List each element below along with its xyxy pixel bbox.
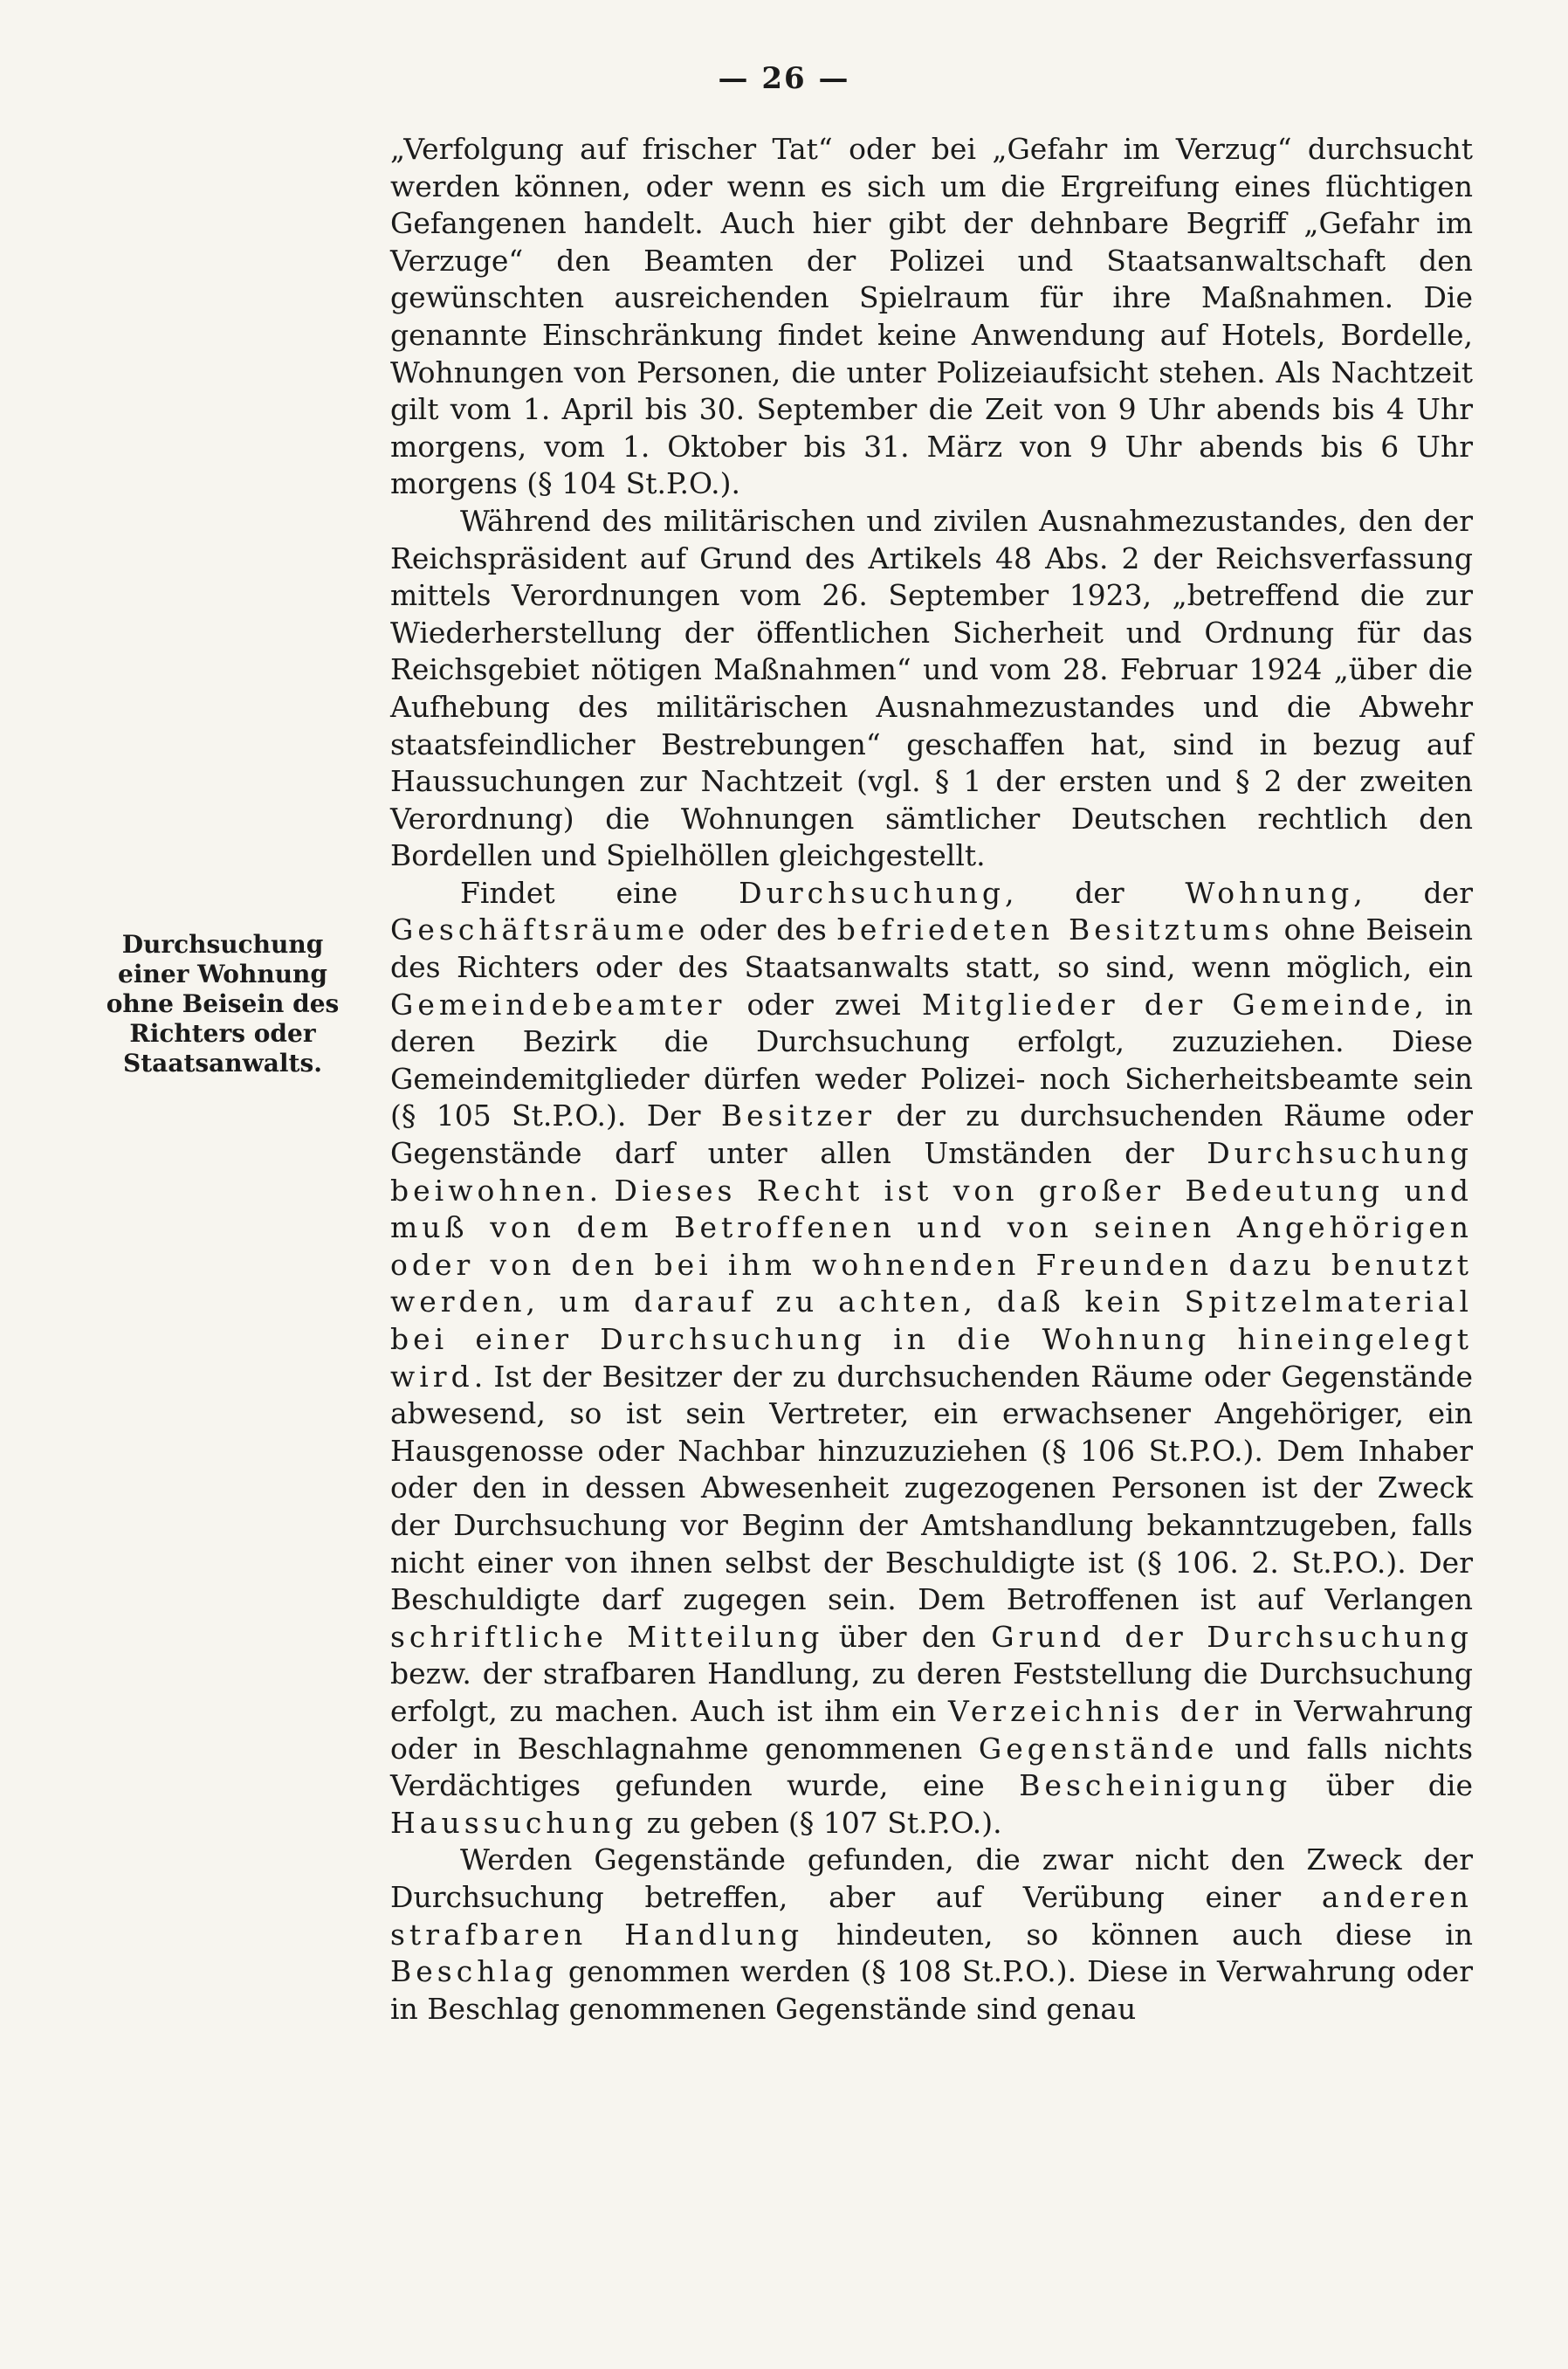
spaced-emphasis: Grund der Durchsuchung	[991, 1619, 1473, 1654]
paragraph-continuation	[390, 131, 1473, 503]
text-run: , der	[1004, 875, 1186, 910]
text-run: ohne Beisein des Richters oder des Staatsanwalts statt, so sind, wenn möglich, ein	[390, 912, 1474, 985]
spaced-emphasis: Besitzer	[720, 1098, 877, 1133]
text-run: „Verfolgung auf frischer Tat“ oder bei „Gefahr im Verzug“ durchsucht werden können, oder wenn es sich um die Ergreifung eines flüchtigen Gefangenen handelt. Auch hier gibt der dehnbare Begriff „Gefahr im Verzuge“ den Beamten der Polizei und Staatsanwaltschaft den gewünschten ausreichenden Spielraum für ihre Maßnahmen. Die genannte Einschränkung findet keine Anwendung auf Hotels, Bordelle, Wohnungen von Personen, die unter Polizeiaufsicht stehen. Als Nachtzeit gilt vom 1. April bis 30. September die Zeit von 9 Uhr abends bis 4 Uhr morgens, vom 1. Oktober bis 31. März von 9 Uhr abends bis 6 Uhr morgens (§ 104 St.P.O.).	[390, 132, 1473, 501]
spaced-emphasis: Wohnung	[1185, 875, 1354, 910]
text-run: oder des	[689, 912, 837, 947]
text-run: , in deren Bezirk die Durchsuchung erfolgt, zuzuziehen. Diese Gemeindemitglieder dürfen weder Polizei- noch Sicherheitsbeamte sein (§ 105 St.P.O.). Der	[390, 987, 1473, 1133]
spaced-emphasis: Beschlag	[390, 1954, 558, 1989]
margin-note-line: Staatsanwalts.	[123, 1049, 322, 1078]
margin-note-line: einer Wohnung	[118, 960, 327, 988]
text-run: Werden Gegenstände gefunden, die zwar nicht den Zweck der Durchsuchung betreffen, aber auf Verübung einer	[390, 1842, 1473, 1914]
margin-note	[79, 930, 367, 1078]
text-run: genommen werden (§ 108 St.P.O.). Diese in Verwahrung oder in Beschlag genommenen Gegenstände sind genau	[390, 1954, 1473, 2026]
spaced-emphasis: Gegenstände	[978, 1731, 1219, 1766]
text-run: .	[588, 1173, 615, 1208]
spaced-emphasis: Durchsuchung	[739, 875, 1005, 910]
text-run: hindeuten, so können auch diese in	[803, 1917, 1473, 1952]
text-run: der zu durchsuchenden Räume oder Gegenstände darf unter allen Umständen der	[390, 1098, 1474, 1171]
text-run: Während des militärischen und zivilen Ausnahmezustandes, den der Reichspräsident auf Grund des Artikels 48 Abs. 2 der Reichsverfassung mittels Verordnungen vom 26. September 1923, „betreffend die zur Wiederherstellung der öffentlichen Sicherheit und Ordnung für das Reichsgebiet nötigen Maßnahmen“ und vom 28. Februar 1924 „über die Aufhebung des militärischen Ausnahmezustandes und die Abwehr staatsfeindlicher Bestrebungen“ geschaffen hat, sind in bezug auf Haussuchungen zur Nachtzeit (vgl. § 1 der ersten und § 2 der zweiten Verordnung) die Wohnungen sämtlicher Deutschen rechtlich den Bordellen und Spielhöllen gleichgestellt.	[390, 503, 1473, 873]
margin-note-line: Richters oder	[129, 1019, 316, 1048]
page-number: — 26 —	[718, 61, 850, 96]
text-run: über den	[823, 1619, 992, 1654]
spaced-emphasis: Haussuchung	[390, 1805, 638, 1840]
text-run: . Ist der Besitzer der zu durchsuchenden Räume oder Gegenstände abwesend, so ist sein Vertreter, ein erwachsener Angehöriger, ein Hausgenosse oder Nachbar hinzuzuziehen (§ 106 St.P.O.). Dem Inhaber oder den in dessen Abwesenheit zugezogenen Personen ist der Zweck der Durchsuchung vor Beginn der Amtshandlung bekanntzugeben, falls nicht einer von ihnen selbst der Beschuldigte ist (§ 106. 2. St.P.O.). Der Beschuldigte darf zugegen sein. Dem Betroffenen ist auf Verlangen	[390, 1359, 1473, 1617]
spaced-emphasis: schriftliche Mitteilung	[390, 1619, 824, 1654]
spaced-emphasis: Bescheinigung	[1019, 1768, 1292, 1803]
spaced-emphasis: Gemeindebeamter	[390, 987, 726, 1022]
text-run: zu geben (§ 107 St.P.O.).	[637, 1805, 1002, 1840]
margin-note-line: Durchsuchung	[121, 930, 324, 959]
spaced-emphasis: Mitglieder der Gemeinde	[921, 987, 1415, 1022]
spaced-emphasis: Verzeichnis der	[948, 1693, 1243, 1728]
text-run: und falls nichts Verdächtiges gefunden wurde, eine	[390, 1731, 1473, 1803]
text-run: Findet eine	[460, 875, 739, 910]
paragraph-ausnahmezustand	[390, 503, 1473, 875]
spaced-emphasis: anderen strafbaren Handlung	[390, 1879, 1473, 1952]
spaced-emphasis: Dieses Recht ist von großer Bedeutung und muß von dem Betroffenen und von seinen Angehörigen oder von den bei ihm wohnenden Freunden dazu benutzt werden, um darauf zu achten, daß kein Spitzelmaterial bei einer Durchsuchung in die Wohnung hineingelegt wird	[390, 1173, 1474, 1394]
text-run: oder zwei	[726, 987, 922, 1022]
text-run: über die	[1291, 1768, 1473, 1803]
paragraph-durchsuchung	[390, 875, 1473, 1842]
text-run: in Verwahrung oder in Beschlagnahme genommenen	[390, 1693, 1473, 1766]
main-text	[390, 131, 1473, 2028]
spaced-emphasis: Geschäftsräume	[390, 912, 690, 947]
text-run: bezw. der strafbaren Handlung, zu deren Feststellung die Durchsuchung erfolgt, zu machen. Auch ist ihm ein	[390, 1656, 1473, 1728]
margin-note-line: ohne Beisein des	[106, 989, 340, 1018]
spaced-emphasis: befriedeten Besitztums	[836, 912, 1274, 947]
text-run: , der	[1353, 875, 1473, 910]
spaced-emphasis: Durchsuchung beiwohnen	[390, 1136, 1473, 1208]
paragraph-gegenstaende	[390, 1842, 1473, 2028]
